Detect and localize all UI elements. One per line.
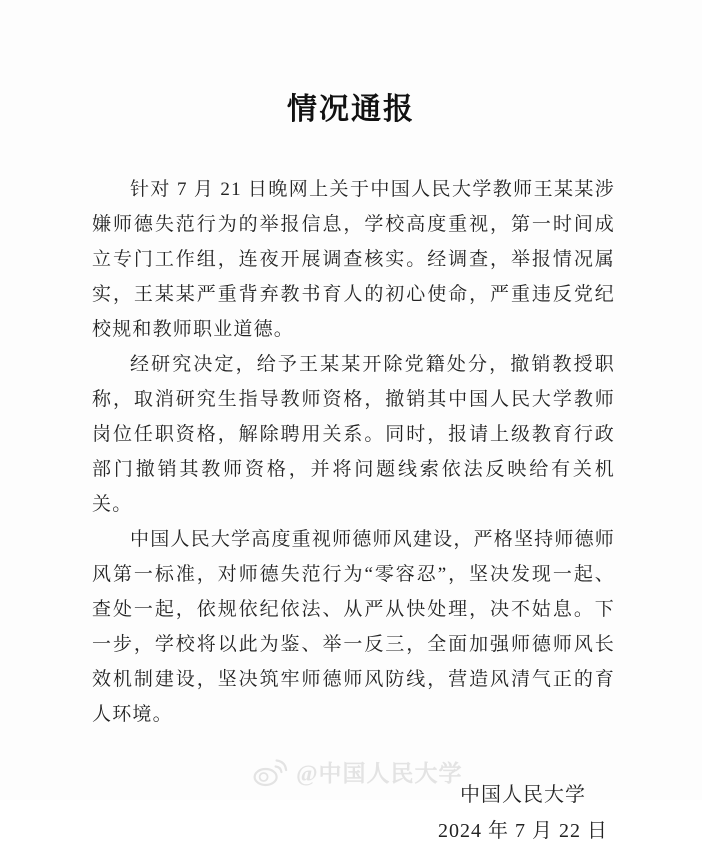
signature-date: 2024 年 7 月 22 日 [438, 820, 608, 842]
weibo-icon [252, 757, 288, 787]
paragraph-3: 中国人民大学高度重视师德师风建设，严格坚持师德师风第一标准，对师德失范行为“零容忍”，坚决发现一起、查处一起，依规依纪依法、从严从快处理，决不姑息。下一步，学校将以此为鉴、举一反三，全面加强师德师风长效机制建设，坚决筑牢师德师风防线，营造风清气正的育人环境。 [92, 529, 615, 725]
watermark-text: @中国人民大学 [296, 761, 463, 786]
signature-block [438, 777, 608, 849]
paragraph-1: 针对 7 月 21 日晚网上关于中国人民大学教师王某某涉嫌师德失范行为的举报信息，学校高度重视，第一时间成立专门工作组，连夜开展调查核实。经调查，举报情况属实，王某某严重背弃教书育人的初心使命，严重违反党纪校规和教师职业道德。 [92, 179, 615, 340]
paragraph-2: 经研究决定，给予王某某开除党籍处分，撤销教授职称，取消研究生指导教师资格，撤销其中国人民大学教师岗位任职资格，解除聘用关系。同时，报请上级教育行政部门撤销其教师资格，并将问题线索依法反映给有关机关。 [92, 354, 615, 515]
signature-issuer: 中国人民大学 [460, 784, 586, 806]
document-title: 情况通报 [287, 93, 415, 126]
document-body [92, 172, 615, 732]
weibo-watermark [252, 755, 462, 788]
